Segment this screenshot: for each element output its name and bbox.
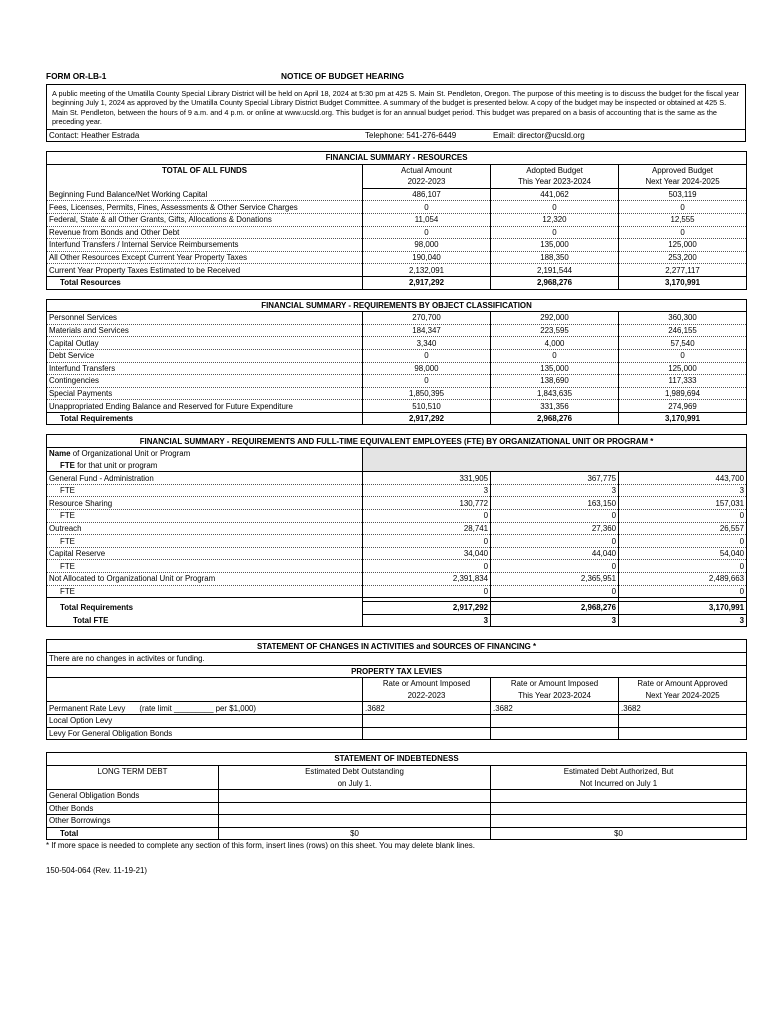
table-row — [47, 547, 747, 560]
form-number: 150-504-064 (Rev. 11-19-21) — [46, 866, 148, 876]
cell-value: 27,360 — [491, 522, 619, 535]
resources-col2-h1: Adopted Budget — [491, 164, 619, 176]
cell-value: 274,969 — [619, 400, 747, 413]
row-label: Debt Service — [47, 349, 363, 362]
row-label: Federal, State & all Other Grants, Gifts, Allocations & Donations — [47, 213, 363, 226]
fte-label: FTE — [47, 585, 363, 598]
resources-col3-h1: Approved Budget — [652, 165, 713, 175]
unit-label: Not Allocated to Organizational Unit or Program — [47, 573, 363, 586]
footnote: * If more space is needed to complete any section of this form, insert lines (rows) on this sheet. You may delete blank lines. — [46, 841, 475, 851]
fte-name-rest: of Organizational Unit or Program — [70, 449, 191, 459]
cell-value: 54,040 — [619, 547, 747, 560]
perm-levy-text: Permanent Rate Levy — [49, 703, 126, 713]
cell-value: 0 — [363, 349, 491, 362]
cell-value: 223,595 — [491, 324, 619, 337]
cell-value: 12,555 — [619, 213, 747, 226]
debt-col-label: LONG TERM DEBT — [47, 765, 219, 777]
row-label: Unappropriated Ending Balance and Reserved for Future Expenditure — [47, 400, 363, 413]
changes-text: There are no changes in activites or funding. — [47, 652, 747, 665]
cell-value: 28,741 — [363, 522, 491, 535]
resources-table — [46, 151, 747, 290]
table-row — [47, 387, 747, 400]
fte-label: FTE — [47, 510, 363, 523]
resources-col3-h2: Next Year 2024-2025 — [619, 176, 747, 188]
table-row — [47, 573, 747, 586]
total-label: Total Requirements — [47, 412, 363, 425]
cell-value: 2,391,834 — [363, 573, 491, 586]
cell-value: 98,000 — [363, 362, 491, 375]
total-row — [47, 827, 747, 840]
cell-value: 0 — [491, 201, 619, 214]
total-value: $0 — [614, 828, 623, 838]
total-row — [47, 412, 747, 425]
fte-fte-bold: FTE — [60, 460, 75, 470]
cell-value: 12,320 — [491, 213, 619, 226]
perm-levy-label — [47, 702, 363, 715]
cell-value: 2,365,951 — [491, 573, 619, 586]
cell-value: 0 — [619, 201, 747, 214]
fte-fte-header — [47, 460, 363, 472]
cell-value: .3682 — [363, 702, 491, 715]
cell-value: 190,040 — [363, 251, 491, 264]
debt-col1-h2: on July 1. — [219, 777, 491, 789]
cell-value: 2,277,117 — [619, 264, 747, 277]
form-title: NOTICE OF BUDGET HEARING — [281, 71, 405, 81]
fte-label: FTE — [47, 484, 363, 497]
table-row — [47, 188, 747, 201]
total-value: $0 — [219, 827, 491, 840]
intro-paragraph: A public meeting of the Umatilla County Special Library District will be held on April 18, 2024 at 5:30 pm at 425 S. Main St. Pendleton, Oregon. The purpose of this meeting is to discuss the budget for the fiscal year beginning July 1, 2024 as approved by the Umatilla County Special Library District Budget Committee. A summary of the budget is presented below. A copy of the budget may be inspected or obtained at 425 S. Main St. Pendleton, between the hours of 9 a.m. and 4 p.m. or online at www.ucsld.org. This budget is for an annual budget period. This budget was prepared on a basis of accounting that is the same as the preceding year. — [46, 84, 746, 130]
cell-value: 486,107 — [363, 188, 491, 201]
table-row — [47, 472, 747, 485]
tax-col2-h2: This Year 2023-2024 — [491, 690, 619, 702]
cell-value: 0 — [363, 201, 491, 214]
row-label: Local Option Levy — [47, 714, 363, 727]
tax-col3-h2: Next Year 2024-2025 — [645, 691, 720, 701]
unit-label: Capital Reserve — [47, 547, 363, 560]
total-value: 3 — [491, 614, 619, 627]
cell-value: 0 — [363, 535, 491, 548]
table-row — [47, 362, 747, 375]
cell-value: 4,000 — [491, 337, 619, 350]
resources-title: FINANCIAL SUMMARY - RESOURCES — [47, 152, 747, 165]
perm-levy-limit: (rate limit _________ per $1,000) — [139, 703, 257, 713]
cell-value: 44,040 — [491, 547, 619, 560]
table-row — [47, 484, 747, 497]
cell-value: 163,150 — [491, 497, 619, 510]
cell-value: 2,132,091 — [363, 264, 491, 277]
cell-value: 0 — [491, 226, 619, 239]
row-label: General Obligation Bonds — [47, 789, 219, 802]
row-label: Beginning Fund Balance/Net Working Capital — [47, 188, 363, 201]
tax-title: PROPERTY TAX LEVIES — [47, 665, 747, 678]
table-row — [47, 510, 747, 523]
cell-value: 441,062 — [491, 188, 619, 201]
debt-title: STATEMENT OF INDEBTEDNESS — [334, 754, 459, 764]
cell-value: 0 — [363, 226, 491, 239]
cell-value: 246,155 — [619, 324, 747, 337]
row-label: Special Payments — [47, 387, 363, 400]
cell-value: .3682 — [491, 702, 619, 715]
fte-table — [46, 434, 747, 627]
fte-name-header — [47, 448, 363, 460]
table-row — [47, 337, 747, 350]
cell-value: 0 — [619, 226, 747, 239]
cell-value: 1,850,395 — [363, 387, 491, 400]
cell-value: 130,772 — [363, 497, 491, 510]
table-row — [47, 560, 747, 573]
resources-col1-h1: Actual Amount — [363, 164, 491, 176]
total-value: 2,917,292 — [363, 276, 491, 289]
cell-value: 0 — [491, 349, 619, 362]
cell-value: 125,000 — [619, 239, 747, 252]
row-label: Other Bonds — [47, 802, 219, 815]
cell-value: 135,000 — [491, 239, 619, 252]
cell-value: 503,119 — [619, 188, 747, 201]
total-value: 3 — [363, 614, 491, 627]
unit-label: General Fund - Administration — [47, 472, 363, 485]
cell-value: 157,031 — [619, 497, 747, 510]
cell-value: 0 — [363, 375, 491, 388]
form-id: FORM OR-LB-1 — [46, 71, 107, 81]
cell-value: 253,200 — [619, 251, 747, 264]
changes-table — [46, 639, 747, 740]
cell-value: 0 — [491, 510, 619, 523]
cell-value: .3682 — [619, 702, 747, 715]
debt-col2-h2: Not Incurred on July 1 — [491, 777, 747, 789]
total-label: Total Requirements — [47, 602, 363, 615]
table-row — [47, 239, 747, 252]
contact-email: Email: director@ucsld.org — [493, 131, 585, 140]
requirements-table — [46, 299, 747, 426]
total-row — [47, 602, 747, 615]
table-row — [47, 213, 747, 226]
table-row — [47, 789, 747, 802]
cell-value: 510,510 — [363, 400, 491, 413]
row-label: Interfund Transfers — [47, 362, 363, 375]
tax-col3-h1: Rate or Amount Approved — [637, 679, 728, 689]
cell-value: 0 — [619, 585, 747, 598]
row-label: Other Borrowings — [47, 815, 219, 828]
row-label: Fees, Licenses, Permits, Fines, Assessments & Other Service Charges — [47, 201, 363, 214]
cell-value: 3 — [619, 484, 747, 497]
fte-header-shade — [363, 448, 747, 472]
row-label: Personnel Services — [47, 312, 363, 325]
table-row — [47, 815, 747, 828]
cell-value: 1,843,635 — [491, 387, 619, 400]
total-label: Total Resources — [47, 276, 363, 289]
tax-col1-h1: Rate or Amount Imposed — [363, 678, 491, 690]
resources-col1-h2: 2022-2023 — [363, 176, 491, 188]
fte-title: FINANCIAL SUMMARY - REQUIREMENTS AND FULL-TIME EQUIVALENT EMPLOYEES (FTE) BY ORGANIZATIONAL UNIT OR PROGRAM * — [47, 435, 747, 448]
cell-value: 0 — [363, 560, 491, 573]
total-value: 2,968,276 — [491, 276, 619, 289]
row-label: Current Year Property Taxes Estimated to be Received — [47, 264, 363, 277]
cell-value: 0 — [491, 560, 619, 573]
cell-value: 34,040 — [363, 547, 491, 560]
unit-label: Resource Sharing — [47, 497, 363, 510]
table-row — [47, 702, 747, 715]
total-value: 2,968,276 — [491, 412, 619, 425]
total-value: 3,170,991 — [619, 602, 747, 615]
contact-row — [46, 130, 746, 142]
table-row — [47, 400, 747, 413]
table-row — [47, 727, 747, 740]
cell-value: 3 — [491, 484, 619, 497]
cell-value: 26,557 — [619, 522, 747, 535]
cell-value: 0 — [491, 585, 619, 598]
total-value: 3,170,991 — [664, 278, 701, 288]
fte-label: FTE — [47, 560, 363, 573]
cell-value: 0 — [363, 510, 491, 523]
cell-value: 117,333 — [619, 375, 747, 388]
table-row — [47, 585, 747, 598]
table-row — [47, 535, 747, 548]
cell-value: 138,690 — [491, 375, 619, 388]
cell-value: 2,489,663 — [619, 573, 747, 586]
cell-value: 125,000 — [619, 362, 747, 375]
row-label: Revenue from Bonds and Other Debt — [47, 226, 363, 239]
cell-value: 0 — [619, 560, 747, 573]
cell-value: 360,300 — [619, 312, 747, 325]
total-value: 3,170,991 — [664, 414, 701, 424]
cell-value: 0 — [619, 535, 747, 548]
changes-title: STATEMENT OF CHANGES IN ACTIVITIES and SOURCES OF FINANCING * — [47, 640, 747, 653]
cell-value: 184,347 — [363, 324, 491, 337]
cell-value: 270,700 — [363, 312, 491, 325]
debt-table — [46, 752, 747, 840]
contact-name: Contact: Heather Estrada — [49, 131, 140, 140]
contact-phone: Telephone: 541-276-6449 — [365, 131, 457, 140]
table-row — [47, 264, 747, 277]
cell-value: 1,989,694 — [619, 387, 747, 400]
total-value: 3 — [619, 614, 747, 627]
cell-value: 3 — [363, 484, 491, 497]
table-row — [47, 497, 747, 510]
cell-value: 0 — [363, 585, 491, 598]
cell-value: 443,700 — [619, 472, 747, 485]
tax-col2-h1: Rate or Amount Imposed — [491, 678, 619, 690]
total-value: 2,917,292 — [363, 412, 491, 425]
row-label: Contingencies — [47, 375, 363, 388]
table-row — [47, 349, 747, 362]
total-value: 2,917,292 — [363, 602, 491, 615]
debt-col2-h1: Estimated Debt Authorized, But — [491, 765, 747, 777]
cell-value: 0 — [619, 510, 747, 523]
row-label: All Other Resources Except Current Year Property Taxes — [47, 251, 363, 264]
cell-value: 3,340 — [363, 337, 491, 350]
unit-label: Outreach — [47, 522, 363, 535]
total-value: 2,968,276 — [491, 602, 619, 615]
cell-value: 367,775 — [491, 472, 619, 485]
cell-value: 331,905 — [363, 472, 491, 485]
total-label: Total — [47, 827, 219, 840]
cell-value: 2,191,544 — [491, 264, 619, 277]
tax-col1-h2: 2022-2023 — [363, 690, 491, 702]
row-label: Capital Outlay — [47, 337, 363, 350]
row-label: Materials and Services — [47, 324, 363, 337]
cell-value: 0 — [491, 535, 619, 548]
fte-fte-rest: for that unit or program — [74, 460, 158, 470]
form-header — [46, 70, 746, 82]
table-row — [47, 226, 747, 239]
table-row — [47, 324, 747, 337]
total-label: Total FTE — [47, 614, 363, 627]
row-label: Interfund Transfers / Internal Service Reimbursements — [47, 239, 363, 252]
budget-notice-form — [46, 70, 746, 875]
resources-col2-h2: This Year 2023-2024 — [491, 176, 619, 188]
cell-value: 188,350 — [491, 251, 619, 264]
fte-name-bold: Name — [49, 449, 71, 459]
requirements-title: FINANCIAL SUMMARY - REQUIREMENTS BY OBJECT CLASSIFICATION — [47, 299, 747, 312]
resources-col-label: TOTAL OF ALL FUNDS — [47, 164, 363, 176]
total-row — [47, 276, 747, 289]
debt-col1-h1: Estimated Debt Outstanding — [219, 765, 491, 777]
cell-value: 292,000 — [491, 312, 619, 325]
table-row — [47, 312, 747, 325]
table-row — [47, 251, 747, 264]
table-row — [47, 375, 747, 388]
table-row — [47, 522, 747, 535]
cell-value: 0 — [619, 349, 747, 362]
cell-value: 135,000 — [491, 362, 619, 375]
cell-value: 331,356 — [491, 400, 619, 413]
cell-value: 11,054 — [363, 213, 491, 226]
table-row — [47, 714, 747, 727]
row-label: Levy For General Obligation Bonds — [47, 727, 363, 740]
cell-value: 98,000 — [363, 239, 491, 252]
total-row — [47, 614, 747, 627]
table-row — [47, 802, 747, 815]
fte-label: FTE — [47, 535, 363, 548]
cell-value: 57,540 — [619, 337, 747, 350]
table-row — [47, 201, 747, 214]
